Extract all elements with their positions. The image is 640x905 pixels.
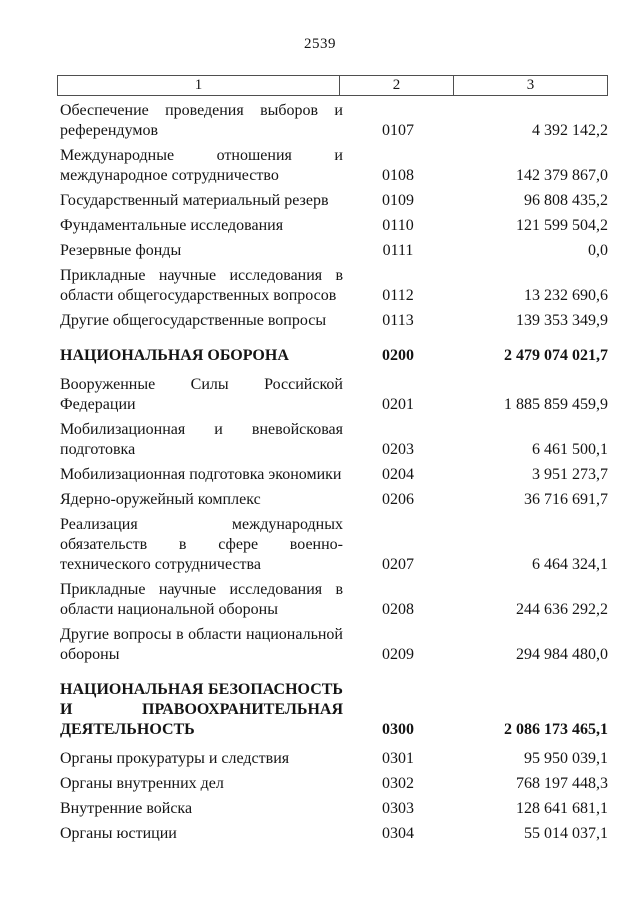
row-value: 6 461 500,1 — [532, 441, 608, 458]
row-name: Органы юстиции — [60, 825, 177, 842]
table-row — [57, 311, 608, 331]
row-code: 0111 — [382, 242, 414, 259]
row-code: 0107 — [382, 122, 414, 139]
table-row — [57, 191, 608, 211]
table-row — [57, 799, 608, 819]
row-name: Фундаментальные исследования — [60, 217, 284, 234]
row-code: 0113 — [382, 312, 414, 329]
row-value: 3 951 273,7 — [532, 466, 608, 483]
row-value: 4 392 142,2 — [532, 122, 608, 139]
row-name: Органы прокуратуры и следствия — [60, 750, 290, 767]
table-row — [57, 465, 608, 485]
table-row — [57, 101, 608, 141]
row-name: Прикладные научные исследования в области общегосударственных вопросов — [60, 267, 343, 304]
table-header-col-1: 1 — [58, 76, 340, 95]
row-value: 95 950 039,1 — [524, 750, 608, 767]
table-row — [57, 420, 608, 460]
row-code: 0109 — [382, 192, 414, 209]
table-row — [57, 625, 608, 665]
row-name: Государственный материальный резерв — [60, 192, 329, 209]
row-name: НАЦИОНАЛЬНАЯ БЕЗОПАСНОСТЬ И ПРАВООХРАНИТЕЛЬНАЯ ДЕЯТЕЛЬНОСТЬ — [60, 681, 343, 738]
row-code: 0302 — [382, 775, 414, 792]
row-name: Международные отношения и международное сотрудничество — [60, 147, 343, 184]
row-name: Вооруженные Силы Российской Федерации — [60, 376, 343, 413]
row-name: Мобилизационная и вневойсковая подготовка — [60, 421, 343, 458]
row-name: Внутренние войска — [60, 800, 193, 817]
row-value: 142 379 867,0 — [516, 167, 608, 184]
table-row — [57, 346, 608, 366]
row-name: Ядерно-оружейный комплекс — [60, 491, 261, 508]
row-value: 121 599 504,2 — [516, 217, 608, 234]
row-code: 0207 — [382, 556, 414, 573]
row-value: 128 641 681,1 — [516, 800, 608, 817]
row-value: 2 479 074 021,7 — [504, 347, 608, 364]
row-name: Реализация международных обязательств в сфере военно-технического сотрудничества — [60, 516, 343, 573]
budget-table — [57, 75, 608, 844]
row-name: Органы внутренних дел — [60, 775, 224, 792]
row-code: 0203 — [382, 441, 414, 458]
row-name: Резервные фонды — [60, 242, 182, 259]
table-row — [57, 216, 608, 236]
table-header-col-3: 3 — [526, 77, 535, 93]
table-body — [57, 96, 608, 844]
table-row — [57, 515, 608, 575]
row-name: НАЦИОНАЛЬНАЯ ОБОРОНА — [60, 347, 289, 364]
row-code: 0200 — [382, 347, 414, 364]
row-value: 36 716 691,7 — [524, 491, 608, 508]
row-code: 0301 — [382, 750, 414, 767]
row-value: 244 636 292,2 — [516, 601, 608, 618]
row-name: Другие общегосударственные вопросы — [60, 312, 327, 329]
row-value: 55 014 037,1 — [524, 825, 608, 842]
row-value: 13 232 690,6 — [524, 287, 608, 304]
row-code: 0304 — [382, 825, 414, 842]
row-name: Мобилизационная подготовка экономики — [60, 466, 342, 483]
row-code: 0108 — [382, 167, 414, 184]
row-value: 294 984 480,0 — [516, 646, 608, 663]
page-number: 2539 — [304, 36, 336, 52]
row-code: 0209 — [382, 646, 414, 663]
table-row — [57, 774, 608, 794]
table-row — [57, 749, 608, 769]
row-code: 0303 — [382, 800, 414, 817]
row-code: 0201 — [382, 396, 414, 413]
table-row — [57, 824, 608, 844]
table-row — [57, 490, 608, 510]
table-header-row — [57, 75, 608, 96]
row-code: 0110 — [382, 217, 414, 234]
row-value: 2 086 173 465,1 — [504, 721, 608, 738]
table-header-col-2: 2 — [340, 76, 454, 95]
row-value: 139 353 349,9 — [516, 312, 608, 329]
row-code: 0204 — [382, 466, 414, 483]
row-code: 0206 — [382, 491, 414, 508]
table-row — [57, 375, 608, 415]
row-code: 0208 — [382, 601, 414, 618]
table-row — [57, 580, 608, 620]
table-row — [57, 266, 608, 306]
row-name: Другие вопросы в области национальной обороны — [60, 626, 343, 663]
row-value: 6 464 324,1 — [532, 556, 608, 573]
row-code: 0112 — [382, 287, 414, 304]
row-value: 96 808 435,2 — [524, 192, 608, 209]
row-code: 0300 — [382, 721, 414, 738]
row-name: Прикладные научные исследования в области национальной обороны — [60, 581, 343, 618]
table-row — [57, 146, 608, 186]
row-value: 0,0 — [588, 242, 608, 259]
row-name: Обеспечение проведения выборов и референдумов — [60, 102, 343, 139]
table-row — [57, 241, 608, 261]
row-value: 768 197 448,3 — [516, 775, 608, 792]
table-row — [57, 680, 608, 740]
row-value: 1 885 859 459,9 — [504, 396, 608, 413]
